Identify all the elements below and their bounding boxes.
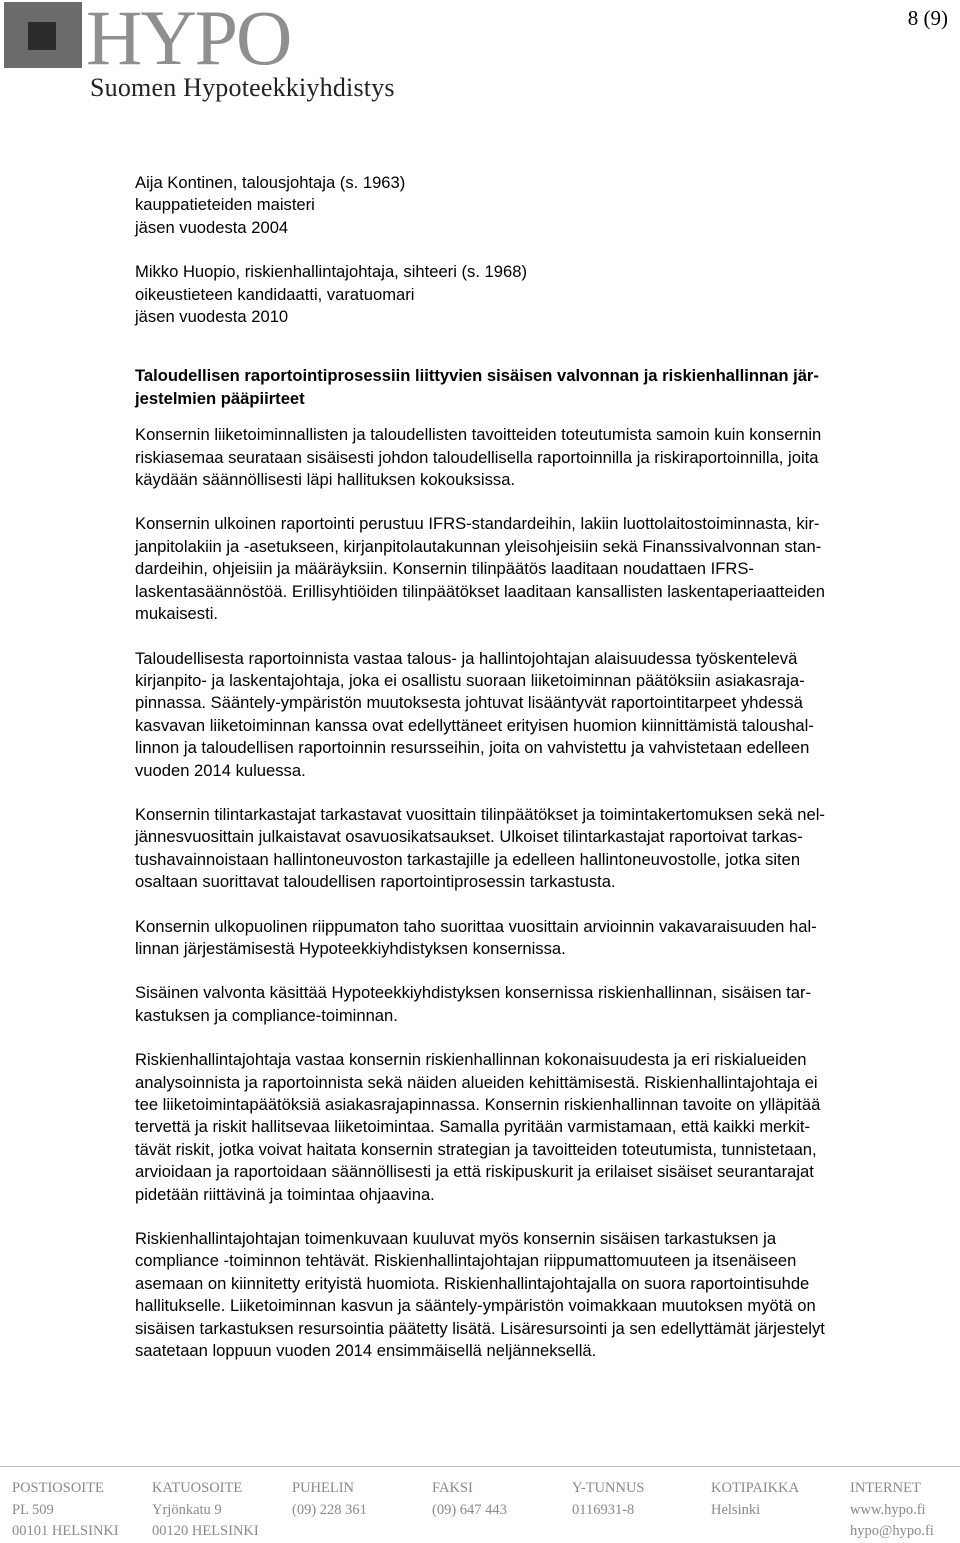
footer-value: 0116931-8: [572, 1501, 635, 1518]
paragraph-line: Konsernin tilintarkastajat tarkastavat vuosittain tilinpäätökset ja toimintakertomuksen sekä nel-: [135, 804, 825, 824]
member-entry: [135, 172, 953, 239]
paragraph-line: osaltaan suorittavat taloudellisen raportointiprosessin tarkastusta.: [135, 872, 616, 892]
member-line: Aija Kontinen, talousjohtaja (s. 1963): [135, 173, 406, 192]
paragraph-line: sisäisen tarkastuksen resursointia päätetty lisätä. Lisäresursointi ja sen edellyttämät järjestelyt: [135, 1318, 825, 1338]
paragraph-line: saatetaan loppuun vuoden 2014 ensimmäisellä neljänneksellä.: [135, 1341, 597, 1361]
paragraph-line: arvioidaan ja raportoidaan säännöllisesti ja että riskipuskurit ja erilaiset sisäiset seurantarajat: [135, 1162, 814, 1182]
footer-label: POSTIOSOITE: [12, 1480, 104, 1496]
footer-column: [12, 1478, 119, 1543]
document-body: [135, 172, 953, 1384]
paragraph-line: tervettä ja riskit hallitsevaa liiketoimintaa. Samalla pyritään varmistamaan, että kaikki merkit-: [135, 1117, 811, 1137]
footer-column: [152, 1478, 259, 1543]
footer-value: Helsinki: [711, 1501, 761, 1518]
footer-value: (09) 228 361: [292, 1501, 367, 1518]
footer-value: 00120 HELSINKI: [152, 1523, 259, 1539]
footer-value: (09) 647 443: [432, 1501, 507, 1518]
paragraph-line: janpitolakiin ja -asetukseen, kirjanpitolautakunnan yleisohjeisiin sekä Finanssivalvonnan stan-: [135, 536, 822, 556]
footer-value: PL 509: [12, 1501, 54, 1518]
paragraph-line: laskentasäännöstöä. Erillisyhtiöiden tilinpäätökset laaditaan kansallisten laskentaperiaatteiden: [135, 581, 826, 601]
paragraph-line: kirjanpito- ja laskentajohtaja, joka ei osallistu suoraan liiketoiminnan päätöksiin asiakasraja-: [135, 670, 805, 690]
paragraph-line: tushavainnoistaan hallintoneuvoston tarkastajille ja edelleen hallintoneuvostolle, jotka siten: [135, 849, 801, 869]
paragraph-line: vuoden 2014 kuluessa.: [135, 760, 306, 780]
footer-column: [850, 1478, 934, 1543]
paragraph-line: Konsernin liiketoiminnallisten ja taloudellisten tavoitteiden toteutumista samoin kuin konsernin: [135, 425, 822, 445]
page-number: 8 (9): [907, 6, 948, 30]
paragraph-line: analysoinnista ja raportoinnista sekä näiden alueiden kehittämisestä. Riskienhallintajohtaja ei: [135, 1072, 818, 1092]
paragraph: [135, 1049, 953, 1206]
paragraph-line: pinnassa. Sääntely-ympäristön muutoksesta johtuvat lisääntyvät raportointitarpeet yhdessä: [135, 693, 803, 713]
logo-subtitle: Suomen Hypoteekkiyhdistys: [90, 73, 395, 102]
paragraph-line: dardeihin, ohjeisiin ja määräyksiin. Konsernin tilinpäätös laaditaan noudattaen IFRS-: [135, 559, 754, 579]
footer-column: [572, 1478, 645, 1521]
footer-value: hypo@hypo.fi: [850, 1523, 934, 1539]
paragraph-line: Konsernin ulkoinen raportointi perustuu IFRS-standardeihin, lakiin luottolaitostoiminnasta, kir-: [135, 514, 820, 534]
paragraph: [135, 804, 953, 894]
footer-value: www.hypo.fi: [850, 1501, 926, 1518]
footer-label: Y-TUNNUS: [572, 1480, 645, 1496]
paragraph-line: tävät riskit, jotka voivat haitata konsernin strategian ja tavoitteiden toteutumista, tunnistetaan,: [135, 1139, 817, 1159]
member-line: oikeustieteen kandidaatti, varatuomari: [135, 284, 415, 304]
logo-wordmark: HYPO: [86, 2, 291, 70]
footer-column: [432, 1478, 507, 1521]
paragraph-line: Taloudellisesta raportoinnista vastaa talous- ja hallintojohtajan alaisuudessa työskentelevä: [135, 648, 798, 668]
paragraph-line: käydään säännöllisesti läpi hallituksen kokouksissa.: [135, 470, 516, 490]
paragraph-line: Riskienhallintajohtajan toimenkuvaan kuuluvat myös konsernin sisäisen tarkastuksen ja: [135, 1229, 777, 1249]
footer-value: Yrjönkatu 9: [152, 1501, 222, 1518]
paragraph-line: linnan järjestämisestä Hypoteekkiyhdistyksen konsernissa.: [135, 938, 566, 958]
member-entry: [135, 261, 953, 328]
paragraph-line: hallitukselle. Liiketoiminnan kasvun ja sääntely-ympäristön voimakkaan muutoksen myötä on: [135, 1296, 816, 1316]
section-heading: [135, 365, 953, 410]
paragraph-line: compliance -toiminnon tehtävät. Riskienhallintajohtajan riippumattomuuteen ja itsenäiseen: [135, 1251, 797, 1271]
paragraph-line: kasvavan liiketoiminnan kanssa ovat edellyttäneet erityisen huomion kiinnittämistä taloushal-: [135, 715, 814, 735]
paragraph-line: jännesvuosittain julkaistavat osavuosikatsaukset. Ulkoiset tilintarkastajat raportoivat tarkas-: [135, 827, 803, 847]
footer-column: [292, 1478, 367, 1521]
paragraph-line: pidetään riittävinä ja toimintaa ohjaavina.: [135, 1184, 435, 1204]
member-line: Mikko Huopio, riskienhallintajohtaja, sihteeri (s. 1968): [135, 262, 527, 282]
member-line: kauppatieteiden maisteri: [135, 195, 315, 215]
paragraph: [135, 424, 953, 491]
footer-divider: [0, 1466, 960, 1467]
footer-label: INTERNET: [850, 1480, 921, 1496]
footer-label: FAKSI: [432, 1480, 473, 1496]
heading-line: Taloudellisen raportointiprosessiin liittyvien sisäisen valvonnan ja riskienhallinnan jär-: [135, 366, 819, 386]
footer-column: [711, 1478, 799, 1521]
paragraph: [135, 513, 953, 625]
paragraph-line: Riskienhallintajohtaja vastaa konsernin riskienhallinnan kokonaisuudesta ja eri riskialueiden: [135, 1050, 807, 1070]
footer-label: KOTIPAIKKA: [711, 1480, 800, 1496]
section-paragraphs: [135, 424, 953, 1362]
hypo-logo: [4, 2, 394, 102]
paragraph: [135, 916, 953, 961]
footer-value: 00101 HELSINKI: [12, 1523, 119, 1539]
footer-label: PUHELIN: [292, 1480, 355, 1496]
heading-line: jestelmien pääpiirteet: [135, 388, 305, 408]
footer-label: KATUOSOITE: [152, 1480, 243, 1496]
member-line: jäsen vuodesta 2010: [135, 307, 289, 327]
paragraph-line: Sisäinen valvonta käsittää Hypoteekkiyhdistyksen konsernissa riskienhallinnan, sisäisen tar-: [135, 983, 812, 1003]
hypo-logo-mark: [4, 2, 394, 70]
paragraph-line: linnon ja taloudellisen raportoinnin resursseihin, joita on vahvistettu ja vahvistetaan edelleen: [135, 738, 810, 758]
paragraph-line: riskiasemaa seurataan sisäisesti johdon taloudellisella raportoinnilla ja riskiraportoinnilla, joita: [135, 447, 819, 467]
paragraph: [135, 648, 953, 782]
paragraph-line: asemaan on kiinnitetty erityistä huomiota. Riskienhallintajohtajalla on suora raportointisuhde: [135, 1273, 810, 1293]
paragraph-line: tee liiketoimintapäätöksiä asiakasrajapinnassa. Konsernin riskienhallinnan tavoite on ylläpitää: [135, 1095, 821, 1114]
paragraph-line: kastuksen ja compliance-toiminnan.: [135, 1005, 398, 1025]
paragraph-line: Konsernin ulkopuolinen riippumaton taho suorittaa vuosittain arvioinnin vakavaraisuuden hal-: [135, 916, 817, 936]
paragraph: [135, 982, 953, 1027]
paragraph: [135, 1228, 953, 1362]
board-members: [135, 172, 953, 328]
member-line: jäsen vuodesta 2004: [135, 217, 289, 237]
paragraph-line: mukaisesti.: [135, 604, 218, 624]
